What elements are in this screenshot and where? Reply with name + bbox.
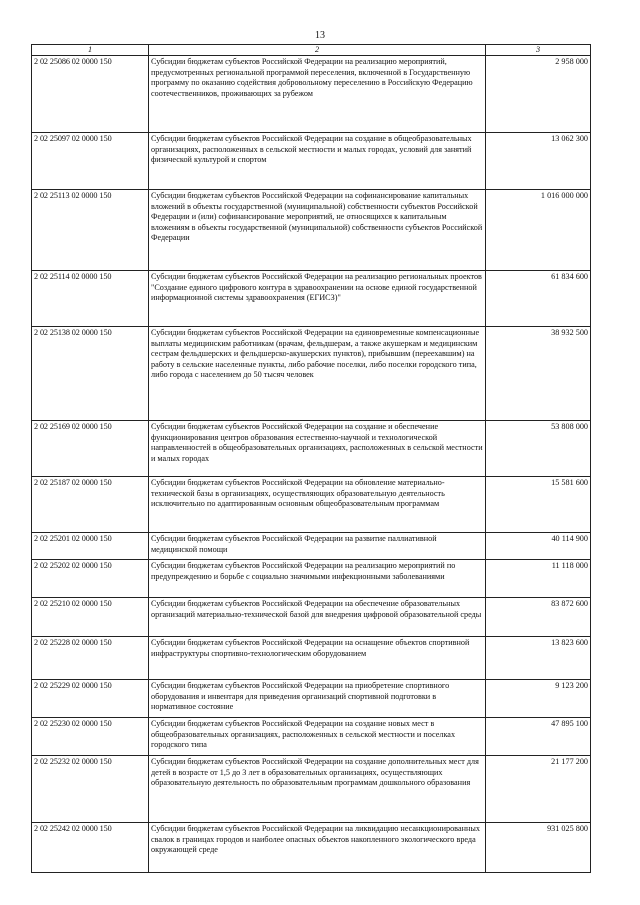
budget-item-name: Субсидии бюджетам субъектов Российской Федерации на ликвидацию несанкционированных свалок в границах городов и наиболее опасных объектов накопленного экологического вреда окружающей среде [149, 823, 486, 873]
table-row [32, 327, 591, 421]
budget-code: 2 02 25229 02 0000 150 [32, 680, 149, 718]
budget-code: 2 02 25097 02 0000 150 [32, 133, 149, 190]
budget-code: 2 02 25230 02 0000 150 [32, 718, 149, 756]
budget-item-name: Субсидии бюджетам субъектов Российской Федерации на обновление материально-технической базы в организациях, осуществляющих образовательную деятельность исключительно по адаптированным основным общеобразовательным программам [149, 477, 486, 533]
budget-amount: 13 062 300 [486, 133, 591, 190]
budget-item-name: Субсидии бюджетам субъектов Российской Федерации на реализацию мероприятий, предусмотренных региональной программой переселения, включенной в Государственную программу по оказанию содействия добровольному переселению в Российскую Федерацию соотечественников, проживающих за рубежом [149, 56, 486, 133]
table-row [32, 271, 591, 327]
table-row [32, 477, 591, 533]
budget-code: 2 02 25187 02 0000 150 [32, 477, 149, 533]
budget-item-name: Субсидии бюджетам субъектов Российской Федерации на создание новых мест в общеобразовательных организациях, расположенных в сельской местности и поселках городского типа [149, 718, 486, 756]
budget-amount: 931 025 800 [486, 823, 591, 873]
page-number: 13 [315, 30, 325, 41]
budget-code: 2 02 25113 02 0000 150 [32, 190, 149, 271]
table-row [32, 756, 591, 823]
table-row [32, 190, 591, 271]
budget-item-name: Субсидии бюджетам субъектов Российской Федерации на оснащение объектов спортивной инфраструктуры спортивно-технологическим оборудованием [149, 637, 486, 680]
table-row [32, 637, 591, 680]
table-row [32, 718, 591, 756]
budget-item-name: Субсидии бюджетам субъектов Российской Федерации на приобретение спортивного оборудования и инвентаря для приведения организаций спортивной подготовки в нормативное состояние [149, 680, 486, 718]
table-row [32, 421, 591, 477]
budget-item-name: Субсидии бюджетам субъектов Российской Федерации на создание в общеобразовательных организациях, расположенных в сельской местности и малых городах, условий для занятий физической культурой и спортом [149, 133, 486, 190]
budget-item-name: Субсидии бюджетам субъектов Российской Федерации на реализацию мероприятий по предупреждению и борьбе с социально значимыми инфекционными заболеваниями [149, 560, 486, 598]
budget-table [31, 44, 591, 873]
table-row [32, 823, 591, 873]
budget-amount: 9 123 200 [486, 680, 591, 718]
budget-amount: 47 895 100 [486, 718, 591, 756]
budget-code: 2 02 25228 02 0000 150 [32, 637, 149, 680]
header-row [32, 45, 591, 56]
budget-code: 2 02 25201 02 0000 150 [32, 533, 149, 560]
column-header-code: 1 [32, 45, 149, 56]
budget-code: 2 02 25138 02 0000 150 [32, 327, 149, 421]
budget-item-name: Субсидии бюджетам субъектов Российской Федерации на софинансирование капитальных вложений в объекты государственной (муниципальной) собственности субъектов Российской Федерации и (или) софинансирование мероприятий, не относящихся к капитальным вложениям в объекты государственной (муниципальной) собственности субъектов Российской Федерации [149, 190, 486, 271]
table-row [32, 680, 591, 718]
budget-amount: 21 177 200 [486, 756, 591, 823]
table-row [32, 533, 591, 560]
budget-item-name: Субсидии бюджетам субъектов Российской Федерации на обеспечение образовательных организаций материально-технической базой для внедрения цифровой образовательной среды [149, 598, 486, 637]
column-header-amount: 3 [486, 45, 591, 56]
budget-item-name: Субсидии бюджетам субъектов Российской Федерации на реализацию региональных проектов "Создание единого цифрового контура в здравоохранении на основе единой государственной информационной системы здравоохранения (ЕГИСЗ)" [149, 271, 486, 327]
budget-code: 2 02 25202 02 0000 150 [32, 560, 149, 598]
table-row [32, 133, 591, 190]
budget-code: 2 02 25210 02 0000 150 [32, 598, 149, 637]
budget-amount: 1 016 000 000 [486, 190, 591, 271]
budget-code: 2 02 25086 02 0000 150 [32, 56, 149, 133]
table-row [32, 598, 591, 637]
budget-code: 2 02 25114 02 0000 150 [32, 271, 149, 327]
budget-amount: 61 834 600 [486, 271, 591, 327]
budget-amount: 53 808 000 [486, 421, 591, 477]
budget-item-name: Субсидии бюджетам субъектов Российской Федерации на создание и обеспечение функционирования центров образования естественно-научной и технологической направленностей в общеобразовательных организациях, расположенных в сельской местности и малых городах [149, 421, 486, 477]
budget-code: 2 02 25232 02 0000 150 [32, 756, 149, 823]
budget-item-name: Субсидии бюджетам субъектов Российской Федерации на единовременные компенсационные выплаты медицинским работникам (врачам, фельдшерам, а также акушеркам и медицинским сестрам фельдшерских и фельдшерско-акушерских пунктов), прибывшим (переехавшим) на работу в сельские населенные пункты, либо рабочие поселки, либо поселки городского типа, либо города с населением до 50 тысяч человек [149, 327, 486, 421]
budget-amount: 83 872 600 [486, 598, 591, 637]
column-header-name: 2 [149, 45, 486, 56]
budget-amount: 38 932 500 [486, 327, 591, 421]
table-row [32, 560, 591, 598]
budget-amount: 11 118 000 [486, 560, 591, 598]
budget-item-name: Субсидии бюджетам субъектов Российской Федерации на развитие паллиативной медицинской помощи [149, 533, 486, 560]
table-row [32, 56, 591, 133]
budget-code: 2 02 25242 02 0000 150 [32, 823, 149, 873]
budget-amount: 15 581 600 [486, 477, 591, 533]
budget-amount: 13 823 600 [486, 637, 591, 680]
budget-code: 2 02 25169 02 0000 150 [32, 421, 149, 477]
budget-amount: 40 114 900 [486, 533, 591, 560]
budget-amount: 2 958 000 [486, 56, 591, 133]
budget-item-name: Субсидии бюджетам субъектов Российской Федерации на создание дополнительных мест для детей в возрасте от 1,5 до 3 лет в образовательных организациях, осуществляющих образовательную деятельность по образовательным программам дошкольного образования [149, 756, 486, 823]
